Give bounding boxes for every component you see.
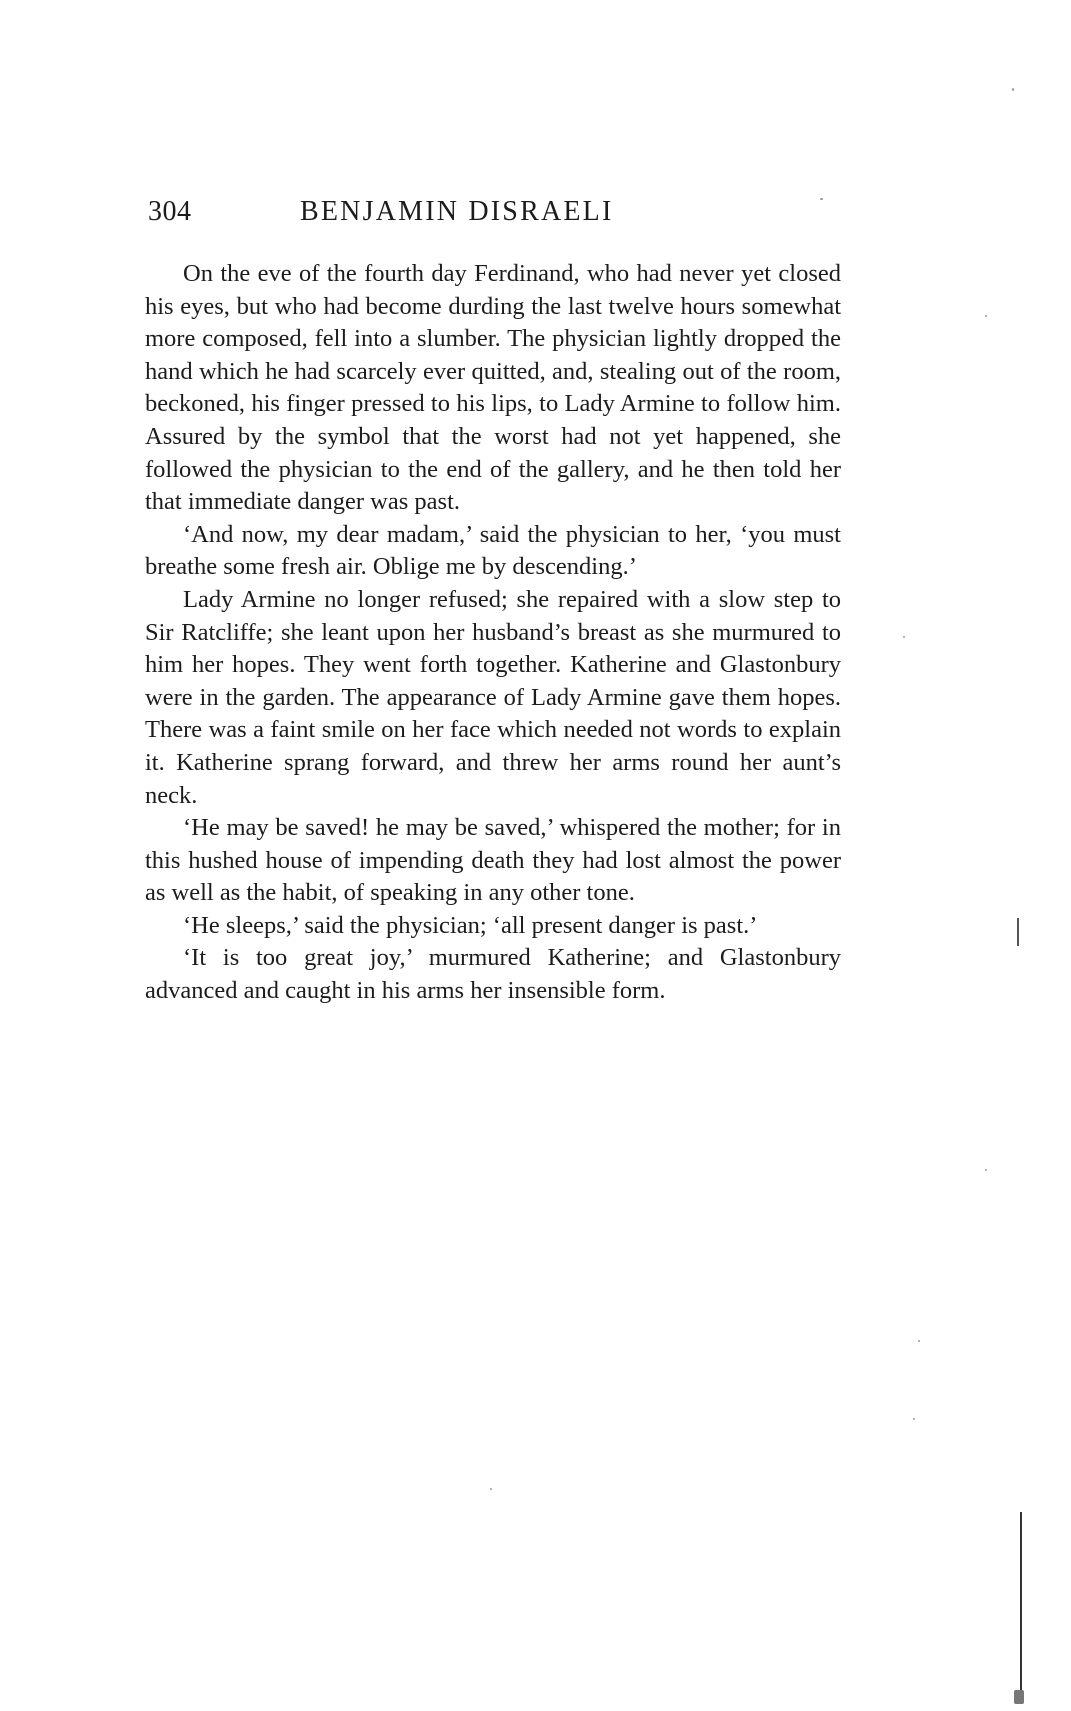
running-title: BENJAMIN DISRAELI [300,196,614,227]
page-number: 304 [148,196,192,227]
scan-edge-mark [1020,1512,1022,1702]
scan-speck [985,1169,987,1171]
paragraph: ‘He sleeps,’ said the physician; ‘all present danger is past.’ [183,911,758,939]
running-head [148,196,848,236]
scan-speck [913,1418,915,1420]
paragraph: Lady Armine no longer refused; she repaired with a slow step to Sir Ratcliffe; she leant upon her husband’s breast as she murmured to him her hopes. They went forth together. Katherine and Glastonbury were in the garden. The appearance of Lady Armine gave them hopes. There was a faint smile on her face which needed not words to explain it. Katherine sprang forward, and threw her arms round her aunt’s neck. [145,585,841,809]
body-text [145,258,841,1008]
scan-edge-mark [1017,918,1019,946]
scan-speck [1014,1690,1024,1704]
scan-speck [1012,88,1014,91]
scan-speck [490,1488,492,1490]
scan-speck [918,1340,920,1342]
paragraph: ‘He may be saved! he may be saved,’ whispered the mother; for in this hushed house of impending death they had lost almost the power as well as the habit, of speaking in any other tone. [145,814,841,907]
paragraph: ‘It is too great joy,’ murmured Katherine; and Glastonbury advanced and caught in his arms her insensible form. [145,944,841,1005]
scan-speck [820,198,823,200]
paragraph: On the eve of the fourth day Ferdinand, who had never yet closed his eyes, but who had become durding the last twelve hours somewhat more composed, fell into a slumber. The physician lightly dropped the hand which he had scarcely ever quitted, and, stealing out of the room, beckoned, his finger pressed to his lips, to Lady Armine to follow him. Assured by the symbol that the worst had not yet happened, she followed the physician to the end of the gallery, and he then told her that immediate danger was past. [145,260,841,516]
scan-speck [985,315,987,317]
scan-speck [903,636,905,638]
paragraph: ‘And now, my dear madam,’ said the physician to her, ‘you must breathe some fresh air. Oblige me by descending.’ [145,520,841,581]
